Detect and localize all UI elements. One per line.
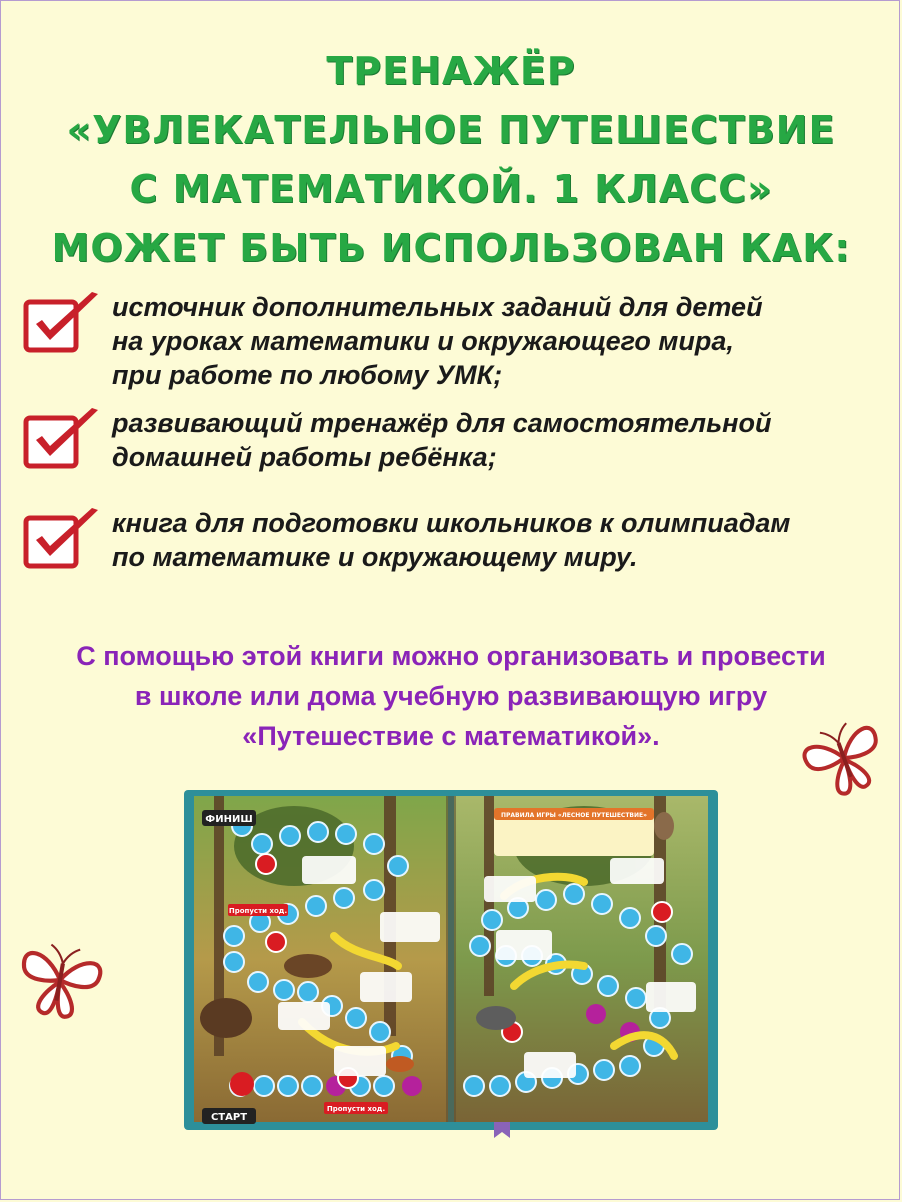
use-line: при работе по любому УМК; — [112, 360, 503, 390]
title-line: ТРЕНАЖЁР — [326, 49, 576, 93]
promo-line: в школе или дома учебную развивающую игру — [134, 681, 768, 711]
use-line: по математике и окружающему миру. — [112, 542, 638, 572]
rules-title: ПРАВИЛА ИГРЫ «ЛЕСНОЕ ПУТЕШЕСТВИЕ» — [500, 812, 648, 819]
skip-turn-label: Пропусти ход. — [326, 1105, 386, 1113]
skip-turn-label: Пропусти ход. — [228, 907, 288, 915]
butterfly-icon — [798, 712, 890, 804]
use-line: на уроках математики и окружающего мира, — [112, 326, 734, 356]
use-item-text — [112, 406, 872, 474]
checkmark-icon — [22, 290, 104, 354]
page-title — [0, 42, 902, 278]
use-line: источник дополнительных заданий для детей — [112, 292, 763, 322]
promo-line: С помощью этой книги можно организовать и провести — [76, 641, 826, 671]
checkmark-icon — [22, 506, 104, 570]
use-item-text — [112, 506, 872, 574]
finish-label: ФИНИШ — [205, 814, 253, 825]
title-line: С МАТЕМАТИКОЙ. 1 КЛАСС» — [129, 167, 773, 211]
promo-line: «Путешествие с математикой». — [242, 721, 660, 751]
checkmark-icon — [22, 406, 104, 470]
title-line: МОЖЕТ БЫТЬ ИСПОЛЬЗОВАН КАК: — [51, 226, 851, 270]
book-spread-image — [184, 786, 718, 1138]
use-line: развивающий тренажёр для самостоятельной — [112, 408, 772, 438]
start-label: СТАРТ — [210, 1112, 248, 1123]
butterfly-icon — [12, 932, 108, 1028]
use-line: книга для подготовки школьников к олимпиадам — [112, 508, 791, 538]
title-line: «УВЛЕКАТЕЛЬНОЕ ПУТЕШЕСТВИЕ — [66, 108, 836, 152]
use-item-text — [112, 290, 872, 392]
use-line: домашней работы ребёнка; — [112, 442, 497, 472]
promo-text — [0, 636, 902, 756]
